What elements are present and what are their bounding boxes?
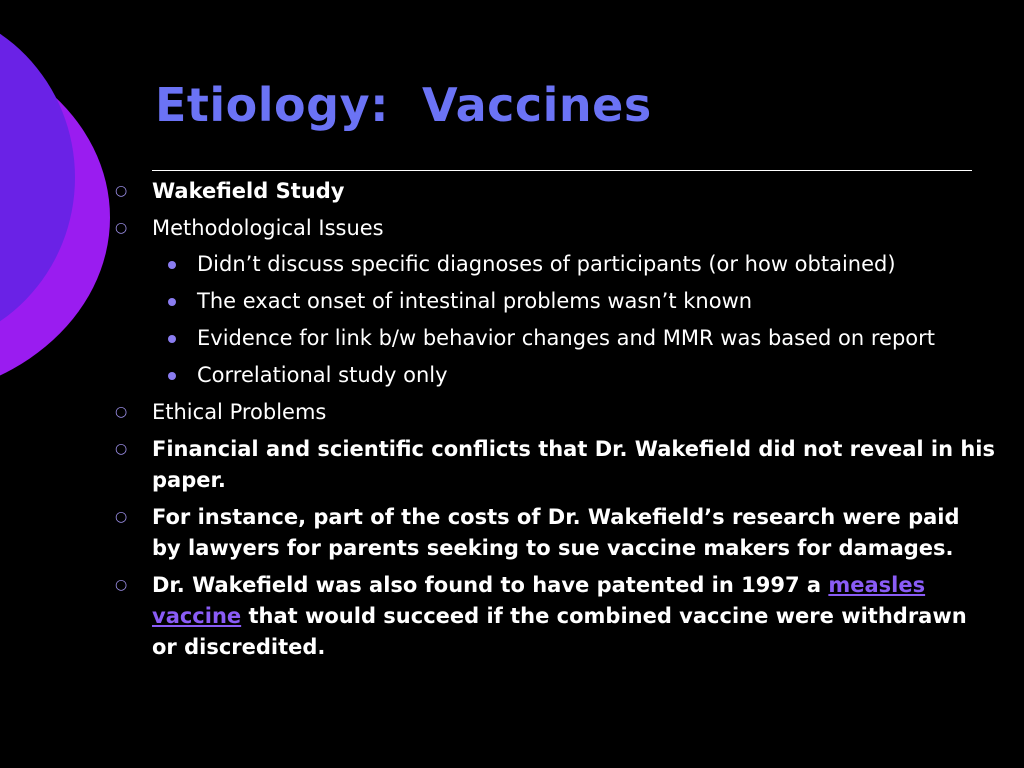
list-item-text-after-link: that would succeed if the combined vaccine were withdrawn or discredited. (152, 604, 967, 659)
ring-bullet-icon: ○ (115, 183, 128, 199)
sub-list-item (152, 360, 995, 391)
title-divider (152, 170, 972, 171)
list-item (105, 176, 995, 207)
sub-list-item-text: Correlational study only (197, 363, 448, 387)
slide-body (105, 176, 995, 669)
ring-bullet-icon: ○ (115, 509, 128, 525)
list-item (105, 502, 995, 564)
ring-bullet-icon: ○ (115, 220, 128, 236)
list-item-text: Methodological Issues (152, 216, 384, 240)
bullet-list (105, 176, 995, 663)
ring-bullet-icon: ○ (115, 441, 128, 457)
sub-bullet-list (152, 249, 995, 391)
list-item-text: Wakefield Study (152, 179, 345, 203)
list-item-text: Financial and scientific conflicts that Dr. Wakefield did not reveal in his paper. (152, 437, 995, 492)
ring-bullet-icon: ○ (115, 577, 128, 593)
list-item-text: For instance, part of the costs of Dr. Wakefield’s research were paid by lawyers for parents seeking to sue vaccine makers for damages. (152, 505, 960, 560)
sub-list-item (152, 286, 995, 317)
sub-list-item-text: Didn’t discuss specific diagnoses of participants (or how obtained) (197, 252, 896, 276)
list-item (105, 434, 995, 496)
list-item-text (152, 573, 967, 659)
sub-list-item-text: The exact onset of intestinal problems wasn’t known (197, 289, 753, 313)
sub-list-item (152, 249, 995, 280)
sub-list-item (152, 323, 995, 354)
slide-title: Etiology: Vaccines (155, 78, 652, 132)
ring-bullet-icon: ○ (115, 404, 128, 420)
measles-vaccine-link[interactable]: measles vaccine (152, 573, 926, 628)
list-item (105, 397, 995, 428)
list-item-text-before-link: Dr. Wakefield was also found to have patented in 1997 a (152, 573, 822, 597)
list-item (105, 570, 995, 663)
dot-bullet-icon (168, 372, 176, 380)
list-item (105, 213, 995, 391)
dot-bullet-icon (168, 261, 176, 269)
sub-list-item-text: Evidence for link b/w behavior changes and MMR was based on report (197, 326, 935, 350)
list-item-text: Ethical Problems (152, 400, 327, 424)
dot-bullet-icon (168, 335, 176, 343)
dot-bullet-icon (168, 298, 176, 306)
